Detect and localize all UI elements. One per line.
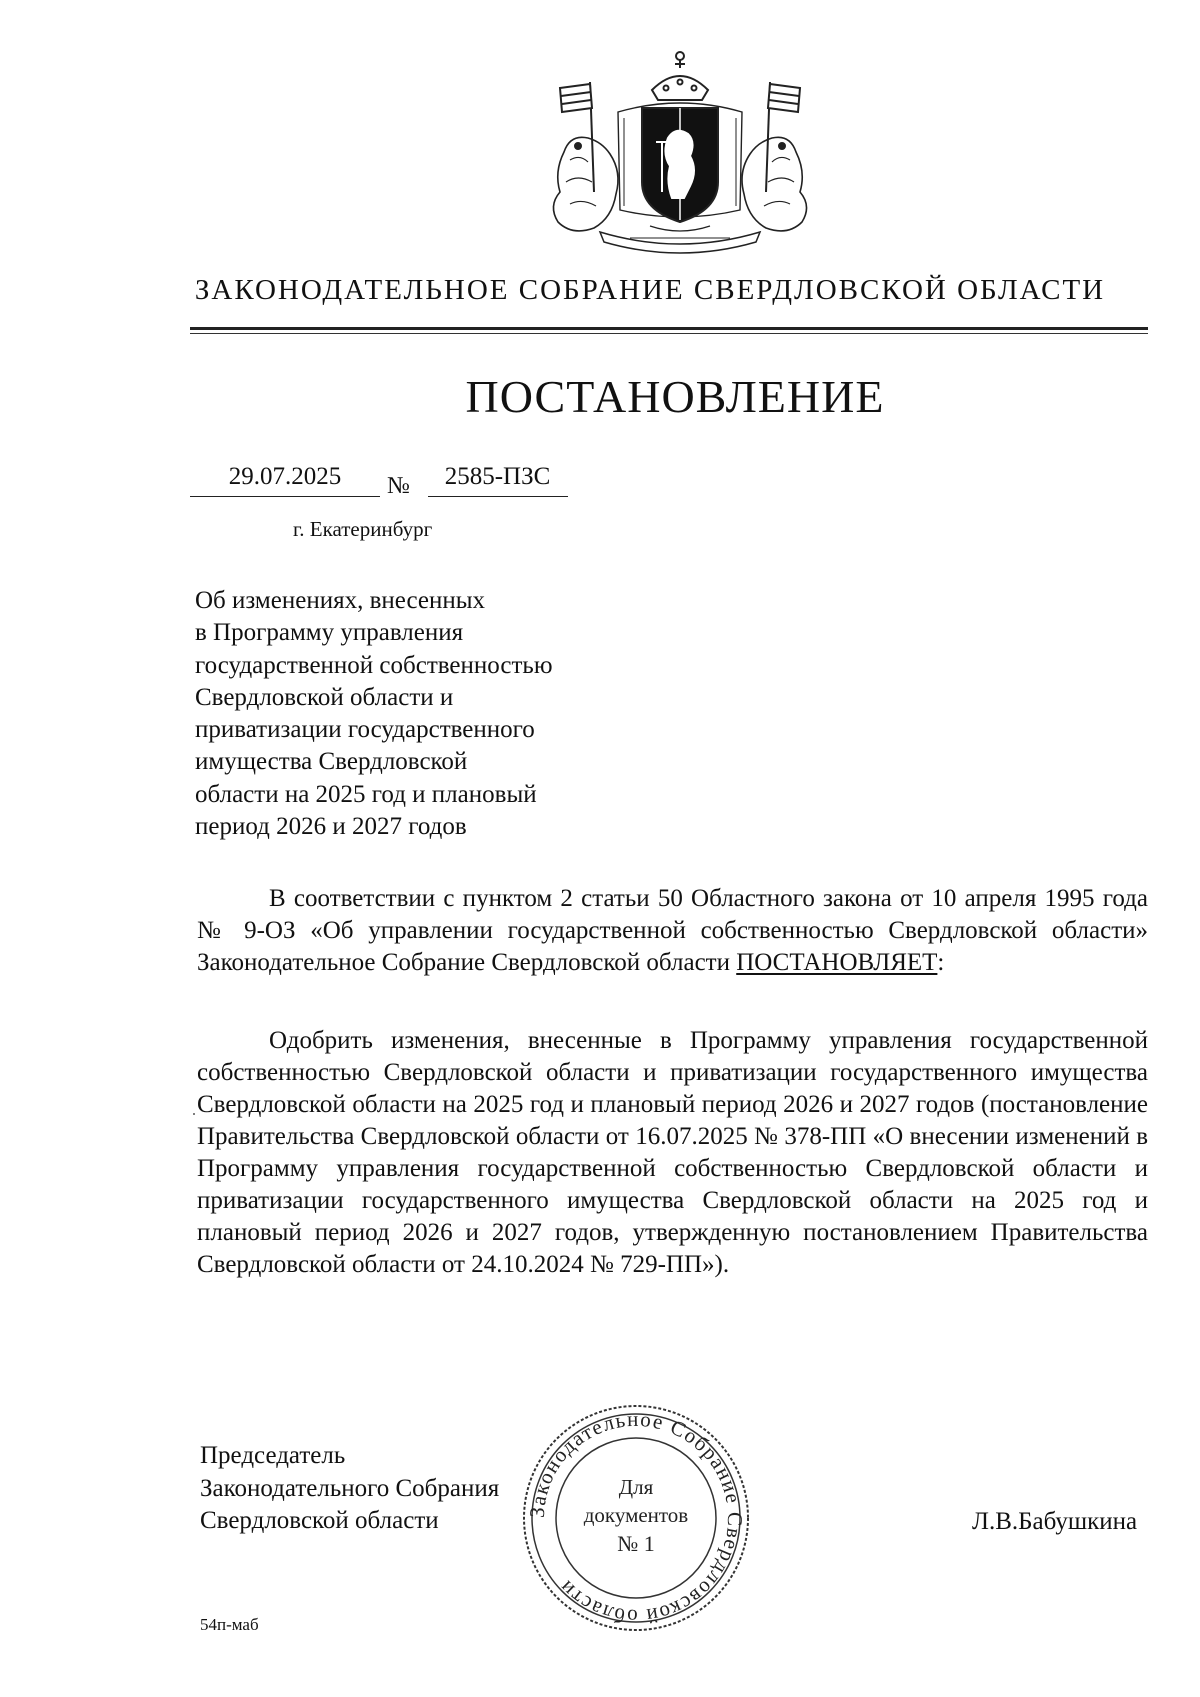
organization-title: ЗАКОНОДАТЕЛЬНОЕ СОБРАНИЕ СВЕРДЛОВСКОЙ ОБЛАСТИ [194,274,1106,306]
coat-of-arms-icon [530,42,830,257]
number-underline [428,496,568,497]
subject-line: Свердловской области и [195,683,454,711]
body-paragraph-resolution: Одобрить изменения, внесенные в Программу управления государственной собственностью Свердловской области и приватизации государственного имущества Свердловской области на 2025 год и плановый период 2026 и 2027 годов (постановление Правительства Свердловской области от 16.07.2025 № 378-ПП «О внесении изменений в Программу управления государственной собственностью Свердловской области и приватизации государственного имущества Свердловской области на 2025 год и плановый период 2026 и 2027 годов, утвержденную постановлением Правительства Свердловской области от 24.10.2024 № 729-ПП»). [197,1027,1148,1278]
stamp-ring-text: Законодательное Собрание Свердловской области [524,1406,748,1630]
header-rule-thick [190,327,1148,330]
header-rule-thin [190,333,1148,334]
number-sign: № [387,473,410,499]
subject-line: области на 2025 год и плановый [195,780,537,808]
subject-line: государственной собственностью [195,651,553,679]
footer-code: 54п-маб [200,1615,259,1634]
signer-position-line: Законодательного Собрания [200,1474,500,1502]
document-subject [195,585,625,843]
official-stamp [520,1402,752,1634]
subject-line: имущества Свердловской [195,748,468,776]
signer-position-line: Свердловской области [200,1507,439,1534]
stamp-center-line: № 1 [617,1531,655,1556]
stamp-center-line: документов [583,1503,689,1527]
decree-word: ПОСТАНОВЛЯЕТ [736,949,938,976]
date-underline [190,496,380,497]
signer-position-line: Председатель [200,1442,346,1469]
document-city: г. Екатеринбург [293,517,433,541]
subject-line: Об изменениях, внесенных [195,587,486,614]
stamp-center-line: Для [618,1475,654,1499]
decree-colon: : [937,949,945,976]
document-date: 29.07.2025 [228,463,342,490]
subject-line: приватизации государственного [195,716,535,744]
preamble-text: В соответствии с пунктом 2 статьи 50 Областного закона от 10 апреля 1995 года № 9-ОЗ «Об управлении государственной собственностью Свердловской области» Законодательное Собрание Свердловской области [197,885,1148,976]
document-type-heading: ПОСТАНОВЛЕНИЕ [465,371,885,422]
signer-name: Л.В.Бабушкина [972,1508,1138,1535]
body-paragraph-preamble [197,883,1148,979]
subject-line: в Программу управления [195,619,464,647]
signer-position [200,1440,499,1538]
document-number: 2585-ПЗС [444,463,551,490]
subject-line: период 2026 и 2027 годов [195,813,467,841]
scan-speck [193,1113,195,1115]
